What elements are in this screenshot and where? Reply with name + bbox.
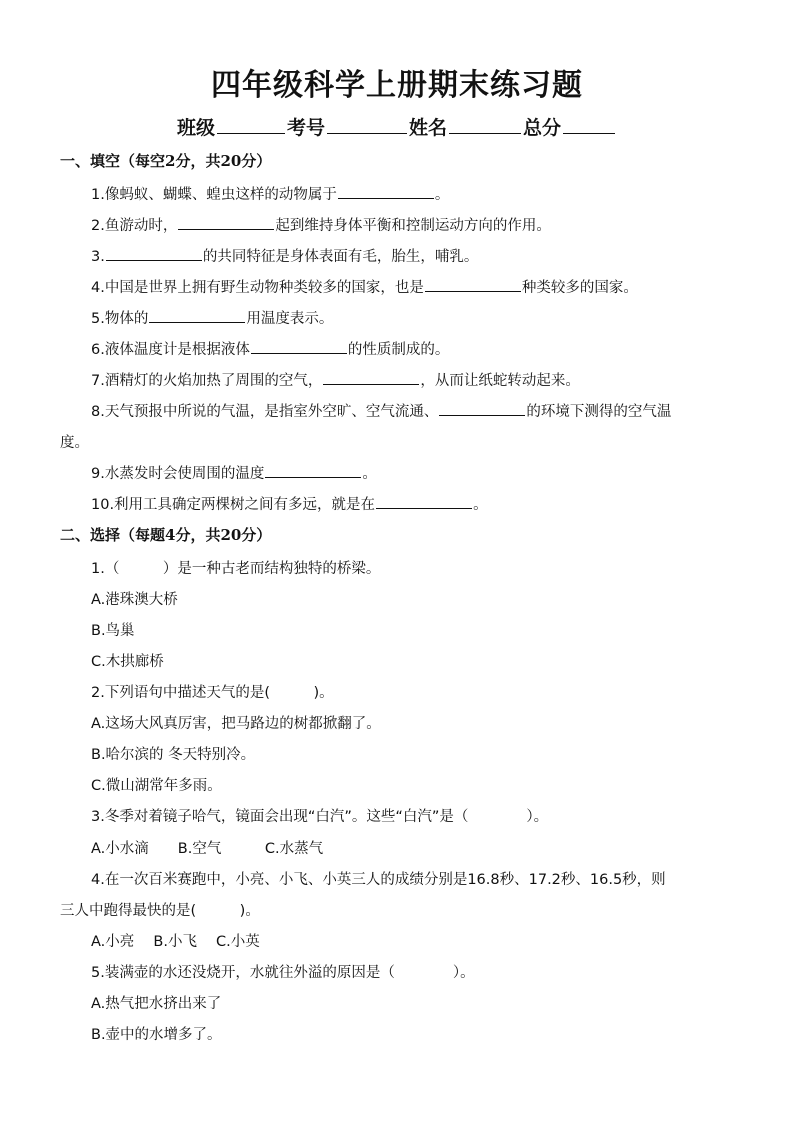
exam-no-blank[interactable] — [327, 132, 407, 134]
fill-question-1 — [91, 183, 449, 204]
question-text: 7.酒精灯的火焰加热了周围的空气， — [91, 373, 323, 389]
question-text: 9.水蒸发时会使周围的温度 — [91, 466, 265, 482]
answer-blank[interactable] — [338, 184, 434, 199]
fill-question-5 — [91, 307, 333, 328]
question-text: 5.物体的 — [91, 311, 149, 327]
fill-question-8-continued: 度。 — [60, 435, 89, 451]
fill-question-6 — [91, 338, 449, 359]
question-text: 。 — [473, 497, 488, 513]
class-blank[interactable] — [217, 132, 285, 134]
page-title: 四年级科学上册期末练习题 — [211, 68, 583, 103]
question-text: 种类较多的国家。 — [521, 280, 638, 296]
section-heading-multiple-choice: 二、选择（每题4分，共20分） — [60, 526, 272, 544]
answer-blank[interactable] — [425, 277, 521, 292]
answer-blank[interactable] — [251, 339, 347, 354]
fill-question-10 — [91, 493, 488, 514]
question-text: ，从而让纸蛇转动起来。 — [420, 373, 580, 389]
choice-option[interactable]: A.港珠澳大桥 — [91, 592, 178, 608]
question-text: 10.利用工具确定两棵树之间有多远，就是在 — [91, 497, 376, 513]
question-text: 2.鱼游动时， — [91, 218, 178, 234]
choice-option[interactable]: B.哈尔滨的 冬天特别冷。 — [91, 747, 256, 763]
answer-blank[interactable] — [323, 370, 419, 385]
section-heading-fill-in: 一、填空（每空2分，共20分） — [60, 152, 272, 170]
question-text: 的共同特征是身体表面有毛，胎生，哺乳。 — [202, 249, 479, 265]
question-text: 8.天气预报中所说的气温，是指室外空旷、空气流通、 — [91, 404, 439, 420]
question-text: 1.像蚂蚁、蝴蝶、蝗虫这样的动物属于 — [91, 187, 337, 203]
question-text: 4.中国是世界上拥有野生动物种类较多的国家，也是 — [91, 280, 424, 296]
choice-question-3: 3.冬季对着镜子哈气，镜面会出现“白汽”。这些“白汽”是（ ）。 — [91, 809, 549, 825]
question-text: 。 — [434, 187, 450, 203]
score-label: 总分 — [523, 117, 562, 139]
name-label: 姓名 — [409, 117, 448, 139]
choice-question-4-continued: 三人中跑得最快的是( )。 — [60, 903, 260, 919]
student-info-line — [0, 113, 794, 140]
choice-option[interactable]: B.壶中的水增多了。 — [91, 1027, 222, 1043]
fill-question-4 — [91, 276, 638, 297]
choice-option[interactable]: C.微山湖常年多雨。 — [91, 778, 222, 794]
choice-question-4: 4.在一次百米赛跑中，小亮、小飞、小英三人的成绩分别是16.8秒、17.2秒、16.5秒，则 — [91, 872, 666, 888]
choice-option[interactable]: B.鸟巢 — [91, 623, 135, 639]
class-label: 班级 — [176, 117, 215, 139]
score-blank[interactable] — [563, 132, 615, 134]
fill-question-2 — [91, 214, 551, 235]
answer-blank[interactable] — [106, 246, 202, 261]
question-text: 用温度表示。 — [246, 311, 334, 327]
fill-question-7 — [91, 369, 580, 390]
choice-option[interactable]: A.热气把水挤出来了 — [91, 996, 222, 1012]
question-text: 起到维持身体平衡和控制运动方向的作用。 — [275, 218, 551, 234]
fill-question-8 — [91, 400, 671, 421]
question-text: 。 — [362, 466, 377, 482]
question-text: 6.液体温度计是根据液体 — [91, 342, 250, 358]
choice-options-row[interactable]: A.小亮 B.小飞 C.小英 — [91, 934, 260, 950]
choice-question-1: 1.（ ）是一种古老而结构独特的桥梁。 — [91, 561, 381, 577]
choice-question-5: 5.装满壶的水还没烧开，水就往外溢的原因是（ ）。 — [91, 965, 475, 981]
answer-blank[interactable] — [149, 308, 245, 323]
question-text: 3. — [91, 249, 105, 265]
choice-options-row[interactable]: A.小水滴 B.空气 C.水蒸气 — [91, 841, 324, 857]
exam-no-label: 考号 — [286, 117, 325, 139]
choice-question-2: 2.下列语句中描述天气的是( )。 — [91, 685, 334, 701]
name-blank[interactable] — [449, 132, 521, 134]
choice-option[interactable]: C.木拱廊桥 — [91, 654, 164, 670]
answer-blank[interactable] — [178, 215, 274, 230]
answer-blank[interactable] — [265, 463, 361, 478]
fill-question-3 — [91, 245, 478, 266]
question-text: 的环境下测得的空气温 — [526, 404, 672, 420]
answer-blank[interactable] — [439, 401, 525, 416]
choice-option[interactable]: A.这场大风真厉害，把马路边的树都掀翻了。 — [91, 716, 381, 732]
answer-blank[interactable] — [376, 494, 472, 509]
question-text: 的性质制成的。 — [347, 342, 450, 358]
fill-question-9 — [91, 462, 377, 483]
